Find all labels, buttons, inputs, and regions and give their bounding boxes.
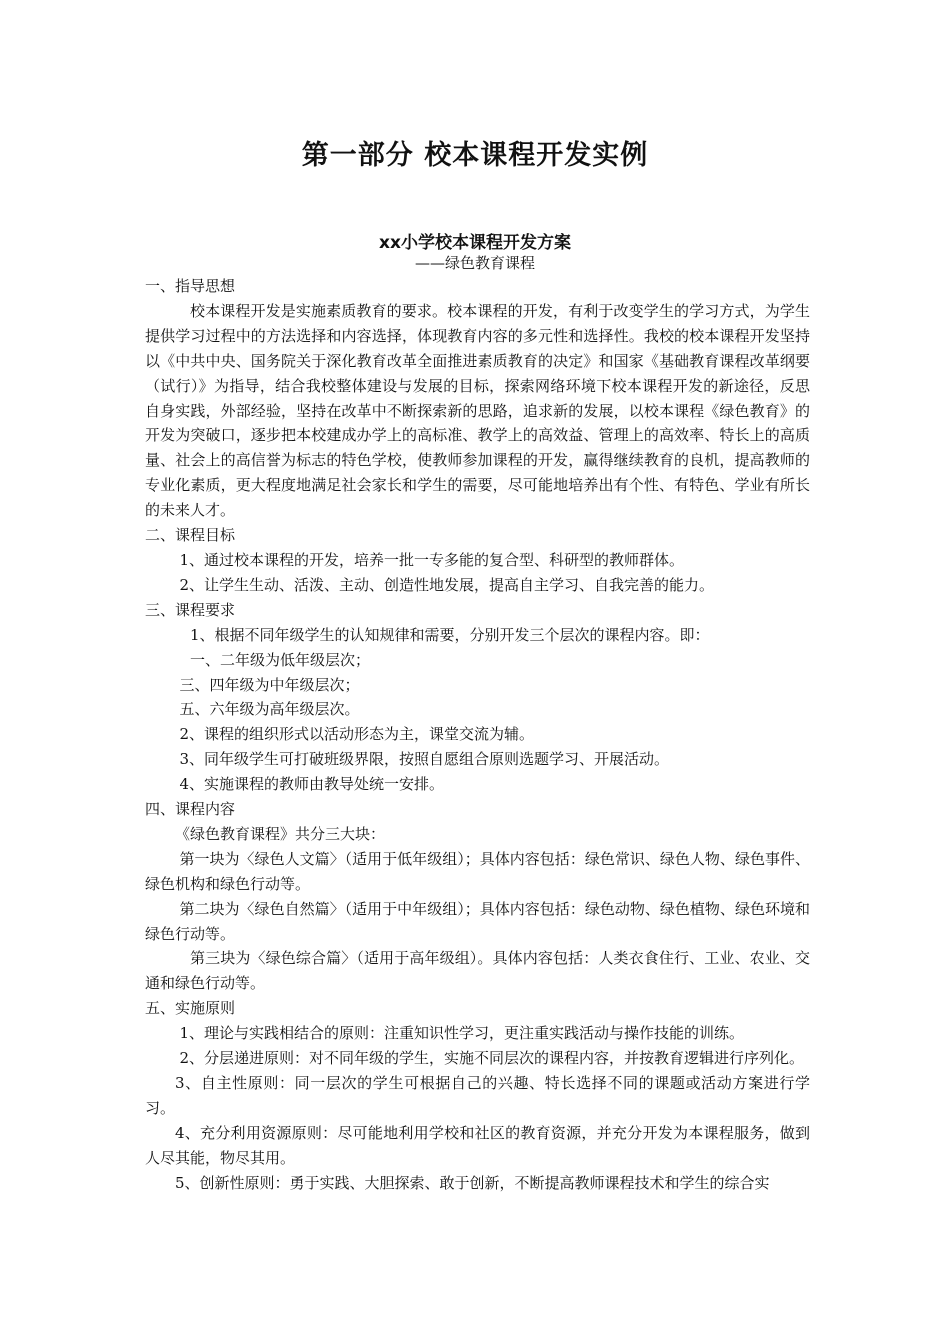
section-heading-guiding-ideology: 一、指导思想 — [145, 277, 236, 295]
paragraph: 3、自主性原则：同一层次的学生可根据自己的兴趣、特长选择不同的课题或活动方案进行学习。 — [145, 1074, 810, 1117]
paragraph: 3、同年级学生可打破班级界限，按照自愿组合原则选题学习、开展活动。 — [179, 750, 670, 769]
paragraph: 4、充分利用资源原则：尽可能地利用学校和社区的教育资源，并充分开发为本课程服务，做到人尽其能，物尽其用。 — [145, 1123, 810, 1167]
section-heading-course-requirements: 三、课程要求 — [145, 600, 236, 619]
paragraph: 1、通过校本课程的开发，培养一批一专多能的复合型、科研型的教师群体。 — [179, 550, 685, 569]
paragraph: 2、课程的组织形式以活动形态为主，课堂交流为辅。 — [179, 725, 535, 744]
paragraph: 5、创新性原则：勇于实践、大胆探索、敢于创新，不断提高教师课程技术和学生的综合实 — [175, 1173, 770, 1192]
paragraph: 1、根据不同年级学生的认知规律和需要，分别开发三个层次的课程内容。即： — [190, 625, 710, 644]
part-title: 第一部分 校本课程开发实例 — [301, 140, 649, 171]
paragraph: 校本课程开发是实施素质教育的要求。校本课程的开发，有利于改变学生的学习方式，为学生提供学习过程中的方法选择和内容选择，体现教育内容的多元性和选择性。我校的校本课程开发坚持以《中共中央、国务院关于深化教育改革全面推进素质教育的决定》和国家《基础教育课程改革纲要（试行）》为指导，结合我校整体建设与发展的目标，探索网络环境下校本课程开发的新途径，反思自身实践，外部经验，坚持在改革中不断探索新的思路，追求新的发展，以校本课程《绿色教育》的开发为突破口，逐步把本校建成办学上的高标准、教学上的高效益、管理上的高效率、特长上的高质量、社会上的高信誉为标志的特色学校，使教师参加课程的开发，赢得继续教育的良机，提高教师的专业化素质，更大程度地满足社会家长和学生的需要，尽可能地培养出有个性、有特色、学业有所长的未来人才。 — [145, 301, 810, 520]
section-heading-course-content: 四、课程内容 — [145, 800, 236, 819]
paragraph: 4、实施课程的教师由教导处统一安排。 — [179, 775, 445, 794]
paragraph: 2、让学生生动、活泼、主动、创造性地发展，提高自主学习、自我完善的能力。 — [179, 575, 715, 594]
paragraph: 三、四年级为中年级层次； — [179, 675, 360, 694]
paragraph: 2、分层递进原则：对不同年级的学生，实施不同层次的课程内容，并按教育逻辑进行序列化。 — [179, 1049, 805, 1068]
paragraph: 第三块为〈绿色综合篇〉（适用于高年级组）。具体内容包括：人类衣食住行、工业、农业、交通和绿色行动等。 — [145, 949, 810, 993]
paragraph: 五、六年级为高年级层次。 — [179, 700, 360, 719]
paragraph: 1、理论与实践相结合的原则：注重知识性学习，更注重实践活动与操作技能的训练。 — [179, 1024, 745, 1043]
document-title: xx小学校本课程开发方案 — [379, 233, 571, 253]
paragraph: 第二块为〈绿色自然篇〉（适用于中年级组）；具体内容包括：绿色动物、绿色植物、绿色环境和绿色行动等。 — [145, 899, 810, 943]
section-heading-implementation-principles: 五、实施原则 — [145, 999, 236, 1018]
paragraph: 一、二年级为低年级层次； — [190, 650, 371, 669]
paragraph: 第一块为〈绿色人文篇〉（适用于低年级组）；具体内容包括：绿色常识、绿色人物、绿色事件、绿色机构和绿色行动等。 — [145, 849, 810, 893]
document-body — [145, 274, 810, 1196]
paragraph: 《绿色教育课程》共分三大块： — [175, 824, 386, 843]
document-subtitle: ——绿色教育课程 — [414, 254, 535, 272]
section-heading-course-goals: 二、课程目标 — [145, 526, 236, 545]
